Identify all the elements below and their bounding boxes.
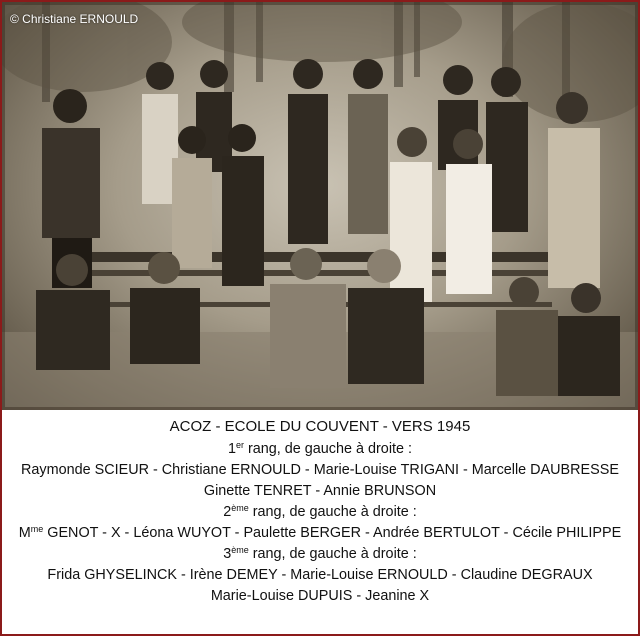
row-3-heading (2, 544, 638, 565)
row-2-names-prefix-sup: me (30, 524, 44, 534)
row-2-ordinal-suffix: ème (231, 503, 249, 513)
row-2-heading-text: rang, de gauche à droite : (248, 504, 417, 520)
row-2-names-prefix: M (18, 525, 31, 541)
row-3-names-line-1: Frida GHYSELINCK - Irène DEMEY - Marie-Louise ERNOULD - Claudine DEGRAUX (47, 567, 593, 583)
row-2-names-text: GENOT - X - Léona WUYOT - Paulette BERGER - Andrée BERTULOT - Cécile PHILIPPE (43, 525, 622, 541)
row-3-names-line-2: Marie-Louise DUPUIS - Jeanine X (210, 588, 430, 604)
row-1-ordinal-suffix: er (235, 440, 244, 450)
row-1-heading-text: rang, de gauche à droite : (244, 441, 413, 457)
row-3-ordinal-suffix: ème (231, 545, 249, 555)
row-3-heading-text: rang, de gauche à droite : (248, 546, 417, 562)
row-2-names-line-1 (2, 523, 638, 544)
photo-caption (2, 416, 638, 607)
row-1-names-line-1: Raymonde SCIEUR - Christiane ERNOULD - Marie-Louise TRIGANI - Marcelle DAUBRESSE (21, 462, 619, 478)
row-3-ordinal-number: 3 (223, 546, 232, 562)
copyright-watermark: © Christiane ERNOULD (10, 12, 139, 26)
row-2-ordinal-number: 2 (223, 504, 232, 520)
row-2-heading (2, 502, 638, 523)
row-1-ordinal-number: 1 (227, 441, 236, 457)
class-photo (2, 2, 638, 410)
class-photo-illustration (2, 2, 638, 410)
row-1-names-line-2: Ginette TENRET - Annie BRUNSON (203, 483, 437, 499)
row-1-heading (2, 439, 638, 460)
caption-title: ACOZ - ECOLE DU COUVENT - VERS 1945 (169, 418, 471, 435)
